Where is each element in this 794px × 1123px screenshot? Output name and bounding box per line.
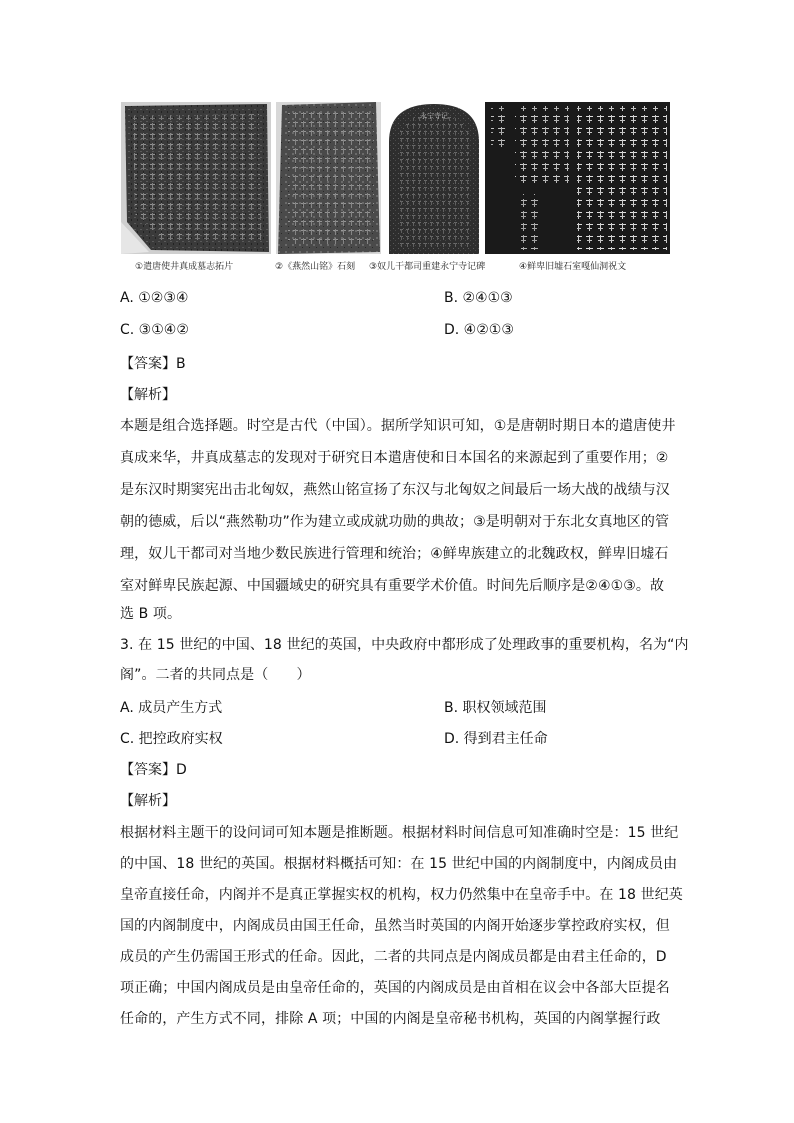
q3-stem-line: 阁”。二者的共同点是（ ） [120,667,311,683]
caption-3: ③奴儿干都司重建永宁寺记碑 [369,262,486,272]
rubbing-image-1 [121,102,271,254]
q2-analysis-line: 是东汉时期窦宪出击北匈奴，燕然山铭宣扬了东汉与北匈奴之间最后一场大战的战绩与汉 [120,482,670,498]
caption-4: ④鲜卑旧墟石室嘎仙洞祝文 [519,262,627,272]
q2-analysis-line: 本题是组合选择题。时空是古代（中国）。据所学知识可知，①是唐朝时期日本的遣唐使井 [120,418,676,434]
rubbing-image-4 [485,102,670,254]
q2-option-d: D. ④②①③ [444,322,514,338]
q3-analysis-line: 项正确；中国内阁成员是由皇帝任命的，英国的内阁成员是由首相在议会中各部大臣提名 [120,980,670,996]
q3-analysis-label: 【解析】 [120,793,176,809]
q3-option-d: D. 得到君主任命 [444,731,548,747]
q3-analysis-line: 的中国、18 世纪的英国。根据材料概括可知：在 15 世纪中国的内阁制度中，内阁成员由 [120,856,678,872]
q3-answer: 【答案】D [120,762,187,778]
q3-analysis-line: 任命的，产生方式不同，排除 A 项；中国的内阁是皇帝秘书机构，英国的内阁掌握行政 [120,1011,661,1027]
q2-analysis-line: 朝的德威，后以“燕然勒功”作为建立或成就功勋的典故；③是明朝对于东北女真地区的管 [120,514,670,530]
q2-analysis-label: 【解析】 [120,387,176,403]
q3-analysis-line: 成员的产生仍需国王形式的任命。因此，二者的共同点是内阁成员都是由君主任命的，D [120,949,667,965]
q3-stem-line: 3. 在 15 世纪的中国、18 世纪的英国，中央政府中都形成了处理政事的重要机构，名为“内 [120,637,689,653]
caption-2: ②《燕然山铭》石刻 [275,262,356,272]
q2-analysis-line: 选 B 项。 [120,606,182,622]
q3-option-a: A. 成员产生方式 [120,700,223,716]
q3-analysis-line: 皇帝直接任命，内阁并不是真正掌握实权的机构，权力仍然集中在皇帝手中。在 18 世纪英 [120,887,683,903]
q2-answer: 【答案】B [120,356,186,372]
stele-header-text: 永宁寺记 [420,112,448,120]
rubbings-figure [121,102,670,272]
q2-analysis-line: 真成来华，井真成墓志的发现对于研究日本遣唐使和日本国名的来源起到了重要作用；② [120,450,669,466]
caption-1: ①遣唐使井真成墓志拓片 [135,262,234,272]
q3-option-c: C. 把控政府实权 [120,731,223,747]
q2-analysis-line: 室对鲜卑民族起源、中国疆域史的研究具有重要学术价值。时间先后顺序是②④①③。故 [120,578,665,594]
rubbing-image-3 [387,102,481,254]
q2-option-c: C. ③①④② [120,322,189,338]
q2-analysis-line: 理，奴儿干都司对当地少数民族进行管理和统治；④鲜卑族建立的北魏政权，鲜卑旧墟石 [120,546,669,562]
q2-option-b: B. ②④①③ [444,290,513,306]
q3-analysis-line: 根据材料主题干的设问词可知本题是推断题。根据材料时间信息可知准确时空是：15 世纪 [120,825,679,841]
q3-analysis-line: 国的内阁制度中，内阁成员由国王任命，虽然当时英国的内阁开始逐步掌控政府实权，但 [120,918,670,934]
q3-option-b: B. 职权领域范围 [444,700,547,716]
rubbing-image-2 [276,102,381,254]
q2-option-a: A. ①②③④ [120,290,189,306]
